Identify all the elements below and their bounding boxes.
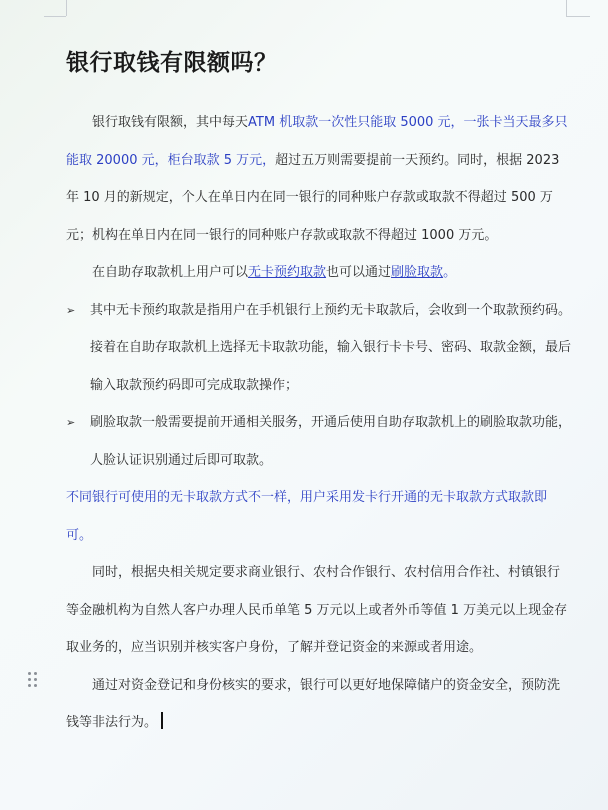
paragraph-1-text-a: 银行取钱有限额，其中每天 [92,115,249,130]
arrow-bullet-icon: ➢ [66,303,76,317]
crop-mark-top-left [44,16,66,17]
bullet-text: 刷脸取款一般需要提前开通相关服务，开通后使用自助存取款机上的刷脸取款功能，人脸认证识别通过后即可取款。 [90,415,572,468]
limit-highlight-text: ATM 机取款一次性只能取 5000 元，一张卡当天最多只能取 20000 元，柜台取款 5 万元， [66,115,568,168]
crop-mark-top-right [566,16,590,17]
crop-mark-top-left [66,0,67,16]
paragraph-2[interactable] [66,254,572,292]
text-cursor [161,712,163,729]
cardless-withdrawal-link[interactable]: 无卡预约取款 [248,265,327,280]
paragraph-4[interactable] [66,667,572,742]
bullet-item-cardless[interactable] [66,292,572,405]
face-withdrawal-link[interactable]: 刷脸取款 [391,265,444,280]
paragraph-2-text-a: 在自助存取款机上用户可以 [92,265,249,280]
paragraph-3[interactable]: 同时，根据央相关规定要求商业银行、农村合作银行、农村信用合作社、村镇银行等金融机构为自然人客户办理人民币单笔 5 万元以上或者外币等值 1 万美元以上现金存取业务的，应当识别并核实客户身份，了解并登记资金的来源或者用途。 [66,565,568,655]
note-paragraph[interactable]: 不同银行可使用的无卡取款方式不一样，用户采用发卡行开通的无卡取款方式取款即可。 [66,490,548,543]
document-body[interactable] [66,104,572,742]
crop-mark-top-right [566,0,567,16]
bullet-item-face[interactable] [66,404,572,479]
paragraph-4-text: 通过对资金登记和身份核实的要求，银行可以更好地保障储户的资金安全，预防洗钱等非法行为。 [66,677,561,730]
drag-handle-icon[interactable] [28,672,38,688]
document-title[interactable]: 银行取钱有限额吗？ [66,49,278,76]
paragraph-1-text-b: 超过五万则需要提前一天预约。同时，根据 2023 年 10 月的新规定，个人在单日内在同一银行的同种账户存款或取款不得超过 500 万元；机构在单日内在同一银行的同种账户存款或取款不得超过 1000 万元。 [66,152,560,243]
bullet-text: 其中无卡预约取款是指用户在手机银行上预约无卡取款后，会收到一个取款预约码。接着在自助存取款机上选择无卡取款功能，输入银行卡卡号、密码、取款金额，最后输入取款预约码即可完成取款操作； [90,302,572,393]
arrow-bullet-icon: ➢ [66,416,76,429]
paragraph-2-period: 。 [443,265,457,280]
paragraph-2-text-b: 也可以通过 [326,265,392,280]
paragraph-1[interactable] [66,104,572,254]
